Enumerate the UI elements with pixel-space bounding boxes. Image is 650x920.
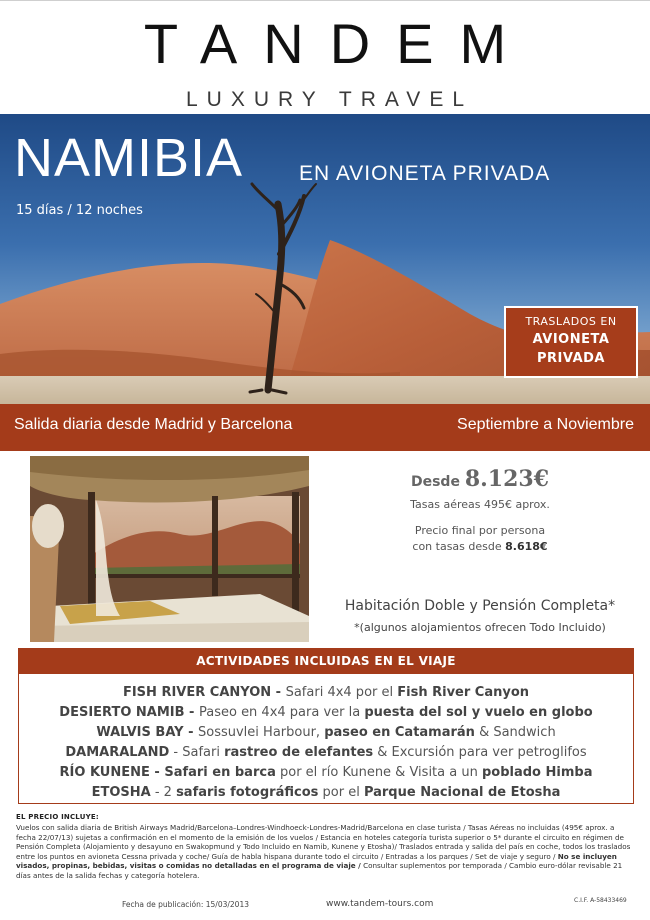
brand-tagline: LUXURY TRAVEL — [185, 88, 474, 111]
activity-place: RÍO KUNENE - Safari en barca — [59, 765, 276, 780]
activity-place: FISH RIVER CANYON - — [122, 685, 286, 700]
activity-text: - 2 — [150, 785, 177, 800]
private-plane-badge — [504, 306, 638, 378]
activity-row — [18, 703, 634, 723]
activity-text: Sossuvlei Harbour, — [198, 725, 325, 740]
activity-row — [18, 723, 634, 743]
price-amount: 8.123€ — [464, 466, 550, 492]
taxes-text: Tasas aéreas 495€ aprox. — [410, 498, 550, 511]
departure-text: Salida diaria desde Madrid y Barcelona — [14, 416, 293, 433]
final-price-amount: 8.618€ — [505, 540, 548, 553]
lodge-photo — [30, 456, 309, 642]
publication-date: Fecha de publicación: 15/03/2013 — [122, 900, 249, 909]
activity-text: por el — [318, 785, 364, 800]
season-text: Septiembre a Noviembre — [457, 416, 634, 433]
activity-highlight: rastreo de elefantes — [224, 745, 374, 760]
activity-text: Safari 4x4 por el — [285, 685, 398, 700]
final-price-line2: con tasas desde — [412, 540, 502, 553]
activity-highlight: puesta del sol y vuelo en globo — [364, 705, 593, 720]
price-line — [330, 466, 630, 492]
activity-highlight: Parque Nacional de Etosha — [363, 785, 561, 800]
activity-text: & Excursión para ver petroglifos — [373, 745, 587, 760]
includes-title: EL PRECIO INCLUYE: — [16, 813, 99, 821]
activity-highlight: Fish River Canyon — [397, 685, 530, 700]
activity-row — [18, 763, 634, 783]
includes-text-part: Vuelos con salida diaria de British Airways Madrid/Barcelona–Londres-Windhoeck-Londres-Madrid/Barcelona en clase turista / Tasas Aéreas no incluidas (495€ aprox. a fecha 22/07/13) sujetas a confirmación en el momento de la emisión de los vuelos / Estancia en hoteles categoría turista superior o 5* durante el circuito en régimen de Pensión Completa (Alojamiento y desayuno en Swakopmund y Todo Incluido en Namib, Kunene y Etosha)/ Traslados entrada y salida del país en coche, todos los traslados entre los puntos en avioneta Cessna privada y coche/ Guía de habla hispana durante todo el circuito / Entradas a los parques / Set de viaje y seguro / — [16, 823, 631, 861]
activity-text: & Sandwich — [474, 725, 556, 740]
activity-text: Paseo en 4x4 para ver la — [198, 705, 365, 720]
room-note: *(algunos alojamientos ofrecen Todo Incluido) — [354, 621, 606, 634]
badge-line3: PRIVADA — [537, 351, 605, 366]
includes-exclusions: No se incluyen visados, propinas, bebidas, visitas o comidas no detalladas en el programa de viaje / — [16, 851, 617, 870]
room-title: Habitación Doble y Pensión Completa* — [344, 598, 616, 614]
activity-text: por el río Kunene & Visita a un — [275, 765, 482, 780]
activities-list — [18, 683, 634, 803]
activity-place: WALVIS BAY - — [96, 725, 198, 740]
activity-highlight: poblado Himba — [481, 765, 593, 780]
trip-duration: 15 días / 12 noches — [16, 203, 143, 218]
brand-logo: TANDEM — [143, 12, 533, 75]
page-title: NAMIBIA — [14, 128, 244, 188]
activities-heading: ACTIVIDADES INCLUIDAS EN EL VIAJE — [18, 648, 634, 674]
activity-highlight: paseo en Catamarán — [324, 725, 475, 740]
activity-text: - Safari — [169, 745, 225, 760]
page-subtitle: EN AVIONETA PRIVADA — [299, 162, 551, 185]
price-from-label: Desde — [410, 474, 460, 490]
includes-text-part: Consultar suplementos por temporada / Cambio euro-dólar revisable 21 días antes de la salida fechas y categoría hotelera. — [16, 861, 623, 880]
final-price-text — [330, 523, 630, 555]
company-cif: C.I.F. A-58433469 — [574, 897, 627, 904]
activity-place: DESIERTO NAMIB - — [59, 705, 199, 720]
badge-line2: AVIONETA — [532, 332, 610, 347]
activity-row — [18, 743, 634, 763]
website-link[interactable]: www.tandem-tours.com — [326, 899, 434, 909]
badge-line1: TRASLADOS EN — [525, 315, 617, 328]
activity-row — [18, 783, 634, 803]
price-block — [330, 466, 630, 555]
departure-band — [0, 404, 650, 451]
activity-place: ETOSHA — [91, 785, 151, 800]
activity-row — [18, 683, 634, 703]
activity-place: DAMARALAND — [65, 745, 170, 760]
final-price-line1: Precio final por persona — [414, 524, 546, 537]
activity-highlight: safaris fotográficos — [176, 785, 319, 800]
includes-text — [16, 823, 636, 880]
